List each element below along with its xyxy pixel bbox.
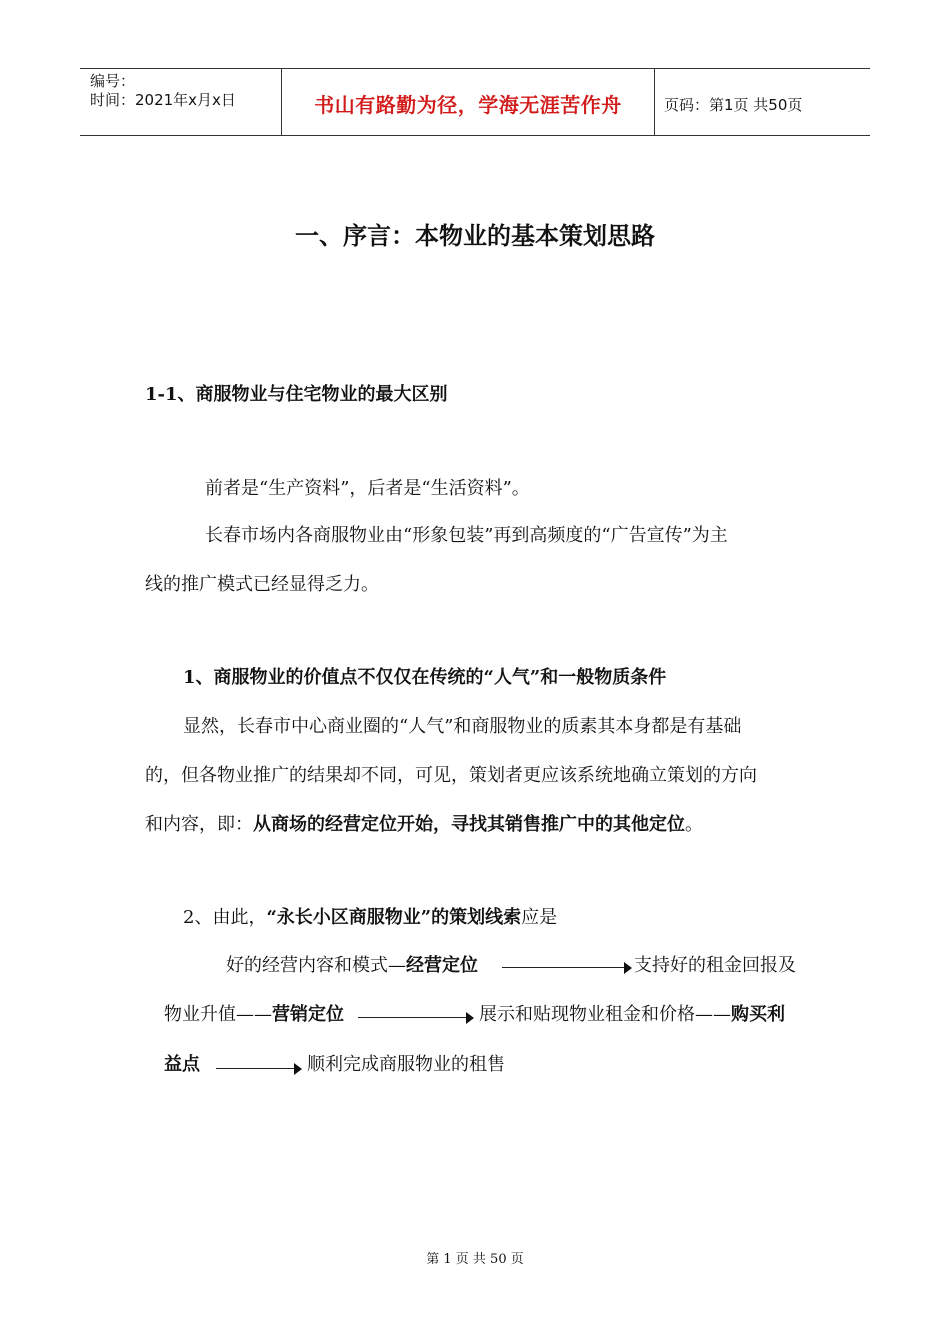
point-2-heading xyxy=(183,903,557,929)
flow-line-1-end: 支持好的租金回报及 xyxy=(634,955,796,976)
flow-arrow-2-head xyxy=(466,1012,474,1024)
page-footer: 第 1 页 共 50 页 xyxy=(426,1252,524,1267)
point-1-line-1: 显然，长春市中心商业圈的“人气”和商服物业的质素其本身都是有基础 xyxy=(183,716,742,737)
point-2-heading-suffix: 应是 xyxy=(521,907,558,928)
point-1-line-2: 的，但各物业推广的结果却不同，可见，策划者更应该系统地确立策划的方向 xyxy=(145,765,757,786)
flow-line-1-start: 好的经营内容和模式— xyxy=(226,955,406,976)
flow-step-purchase-benefit-end: 益点 xyxy=(164,1054,200,1075)
point-1-line-3-emphasis: 从商场的经营定位开始，寻找其销售推广中的其他定位 xyxy=(253,814,685,835)
header-top-rule xyxy=(80,68,870,69)
flow-arrow-2-shaft xyxy=(358,1017,468,1018)
paragraph-1: 前者是“生产资料”，后者是“生活资料”。 xyxy=(205,478,530,499)
flow-step-operation-positioning: 经营定位 xyxy=(406,955,478,976)
header-meta xyxy=(90,72,236,110)
paragraph-2-line-2: 线的推广模式已经显得乏力。 xyxy=(145,574,379,595)
flow-line-2-middle: 展示和贴现物业租金和价格—— xyxy=(479,1004,731,1025)
flow-line-1 xyxy=(226,951,478,977)
header-bottom-rule xyxy=(80,135,870,136)
header-time-label: 时间：2021年x月x日 xyxy=(90,91,236,109)
point-1-line-3-prefix: 和内容，即： xyxy=(145,814,253,835)
section-heading-1-1: 1-1、商服物业与住宅物业的最大区别 xyxy=(145,384,448,405)
flow-arrow-3-head xyxy=(294,1063,302,1075)
flow-line-2-end xyxy=(479,1000,785,1026)
point-2-heading-prefix: 2、由此， xyxy=(183,907,267,928)
point-1-line-3 xyxy=(145,810,703,836)
point-2-heading-emphasis: “永长小区商服物业”的策划线索 xyxy=(266,907,522,928)
flow-line-3-end: 顺利完成商服物业的租售 xyxy=(307,1054,505,1075)
paragraph-2-line-1: 长春市场内各商服物业由“形象包装”再到高频度的“广告宣传”为主 xyxy=(205,525,728,546)
point-1-line-3-suffix: 。 xyxy=(685,814,703,835)
flow-arrow-1-shaft xyxy=(502,967,626,968)
flow-arrow-2 xyxy=(358,1012,474,1024)
header-number-label: 编号： xyxy=(90,72,136,90)
flow-arrow-3-shaft xyxy=(216,1068,296,1069)
flow-step-marketing-positioning: 营销定位 xyxy=(272,1004,344,1025)
flow-arrow-1-head xyxy=(624,962,632,974)
header-page-info: 页码：第1页 共50页 xyxy=(664,96,803,114)
flow-step-purchase-benefit-start: 购买利 xyxy=(731,1004,785,1025)
header-divider-right xyxy=(654,68,655,136)
point-1-heading: 1、商服物业的价值点不仅仅在传统的“人气”和一般物质条件 xyxy=(183,667,667,688)
header-motto: 书山有路勤为径，学海无涯苦作舟 xyxy=(314,93,622,117)
flow-line-2 xyxy=(164,1000,344,1026)
flow-arrow-1 xyxy=(502,962,632,974)
flow-arrow-3 xyxy=(216,1063,302,1075)
flow-line-2-start: 物业升值—— xyxy=(164,1004,272,1025)
page-title: 一、序言：本物业的基本策划思路 xyxy=(295,221,655,250)
